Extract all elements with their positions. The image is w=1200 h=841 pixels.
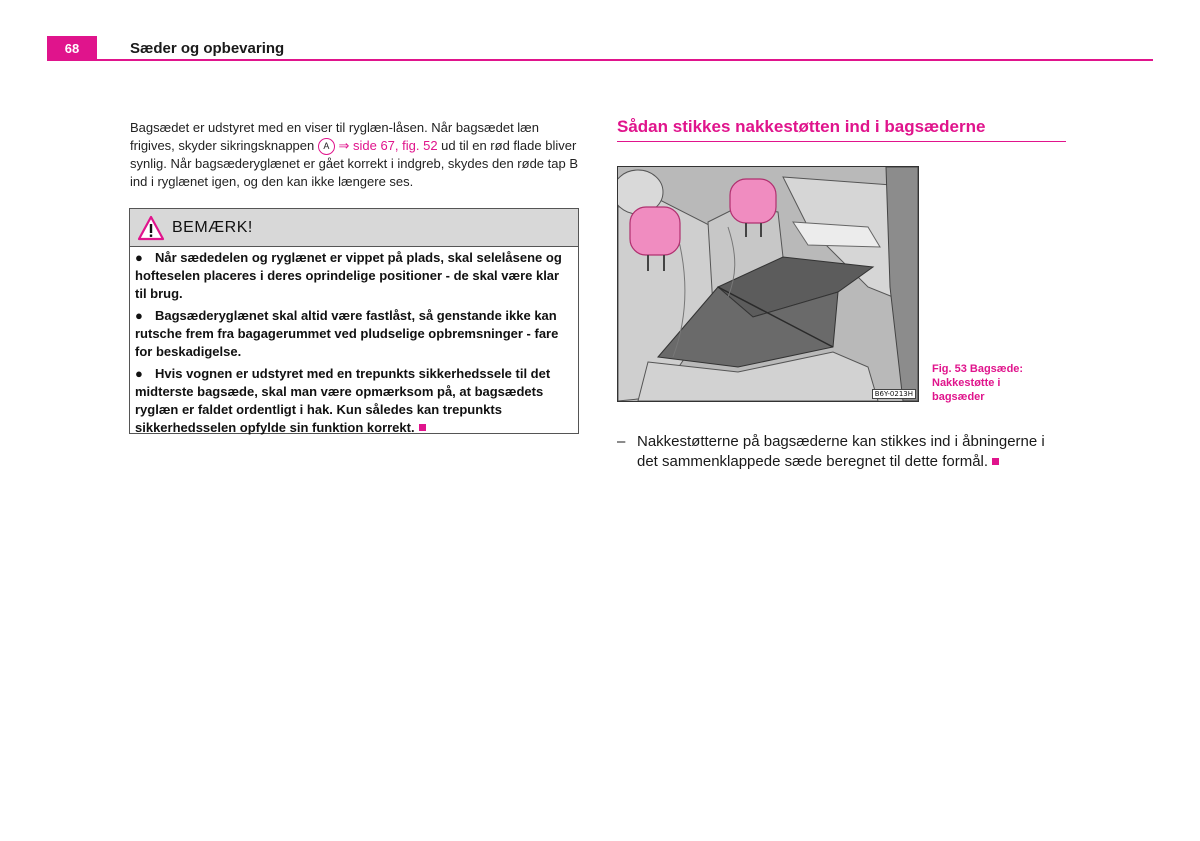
- note-box: [129, 208, 579, 434]
- note-item-text: Hvis vognen er udstyret med en trepunkts sikkerhedssele til det midterste bagsæde, skal man være opmærksom på, at bagsædets ryglæn er faldet ordentligt i hak. Kun således kan trepunkts sikkerhedsselen opfylde sin funktion korrekt.: [135, 366, 551, 435]
- page-reference-link[interactable]: ⇒ side 67, fig. 52: [338, 138, 438, 153]
- note-item: [135, 307, 573, 361]
- section-rule: [617, 141, 1066, 142]
- marker-a: A: [318, 138, 335, 155]
- bullet-icon: ●: [135, 366, 143, 381]
- chapter-title: Sæder og opbevaring: [130, 40, 285, 57]
- intro-paragraph: [130, 119, 582, 191]
- seat-illustration: [618, 167, 918, 401]
- step-dash: –: [617, 433, 626, 450]
- figure-rear-seat-headrest: [617, 166, 919, 402]
- note-item: [135, 249, 573, 303]
- bullet-icon: ●: [135, 250, 143, 265]
- section-title: Sådan stikkes nakkestøtten ind i bagsæderne: [617, 117, 986, 136]
- note-item-text: Når sædedelen og ryglænet er vippet på plads, skal selelåsene og hofteselen placeres i deres oprindelige positioner - de skal være klar til brug.: [135, 250, 562, 301]
- note-body: [130, 247, 578, 437]
- end-square-icon: [419, 424, 426, 431]
- figure-code: B6Y-0213H: [872, 389, 916, 399]
- note-item: [135, 365, 573, 437]
- instruction-step: [617, 432, 1067, 472]
- intro-text-before: Bagsædet er udstyret med en viser til ryglæn-låsen. Når bagsædet læn frigives, skyder sikringsknappen: [130, 120, 539, 153]
- figure-caption: Fig. 53 Bagsæde: Nakkestøtte i bagsæder: [932, 363, 1024, 403]
- end-square-icon: [992, 458, 999, 465]
- step-text: Nakkestøtterne på bagsæderne kan stikkes ind i åbningerne i det sammenklappede sæde beregnet til dette formål.: [637, 433, 1045, 470]
- note-label: BEMÆRK!: [172, 218, 253, 236]
- intro-text-after: ud til en rød flade bliver synlig. Når bagsæderyglænet er gået korrekt i indgreb, skydes den røde tap B ind i ryglænet igen, og den kan ikke længere ses.: [130, 138, 579, 190]
- step-text-wrap: [617, 432, 1067, 472]
- header-rule: [47, 59, 1153, 61]
- note-header: [130, 209, 578, 247]
- bullet-icon: ●: [135, 308, 143, 323]
- warning-triangle-icon: [137, 215, 165, 241]
- note-item-text: Bagsæderyglænet skal altid være fastlåst, så genstande ikke kan rutsche frem fra bagagerummet ved pludselige opbremsninger - fare for beskadigelse.: [135, 308, 559, 359]
- page-number: 68: [47, 36, 97, 60]
